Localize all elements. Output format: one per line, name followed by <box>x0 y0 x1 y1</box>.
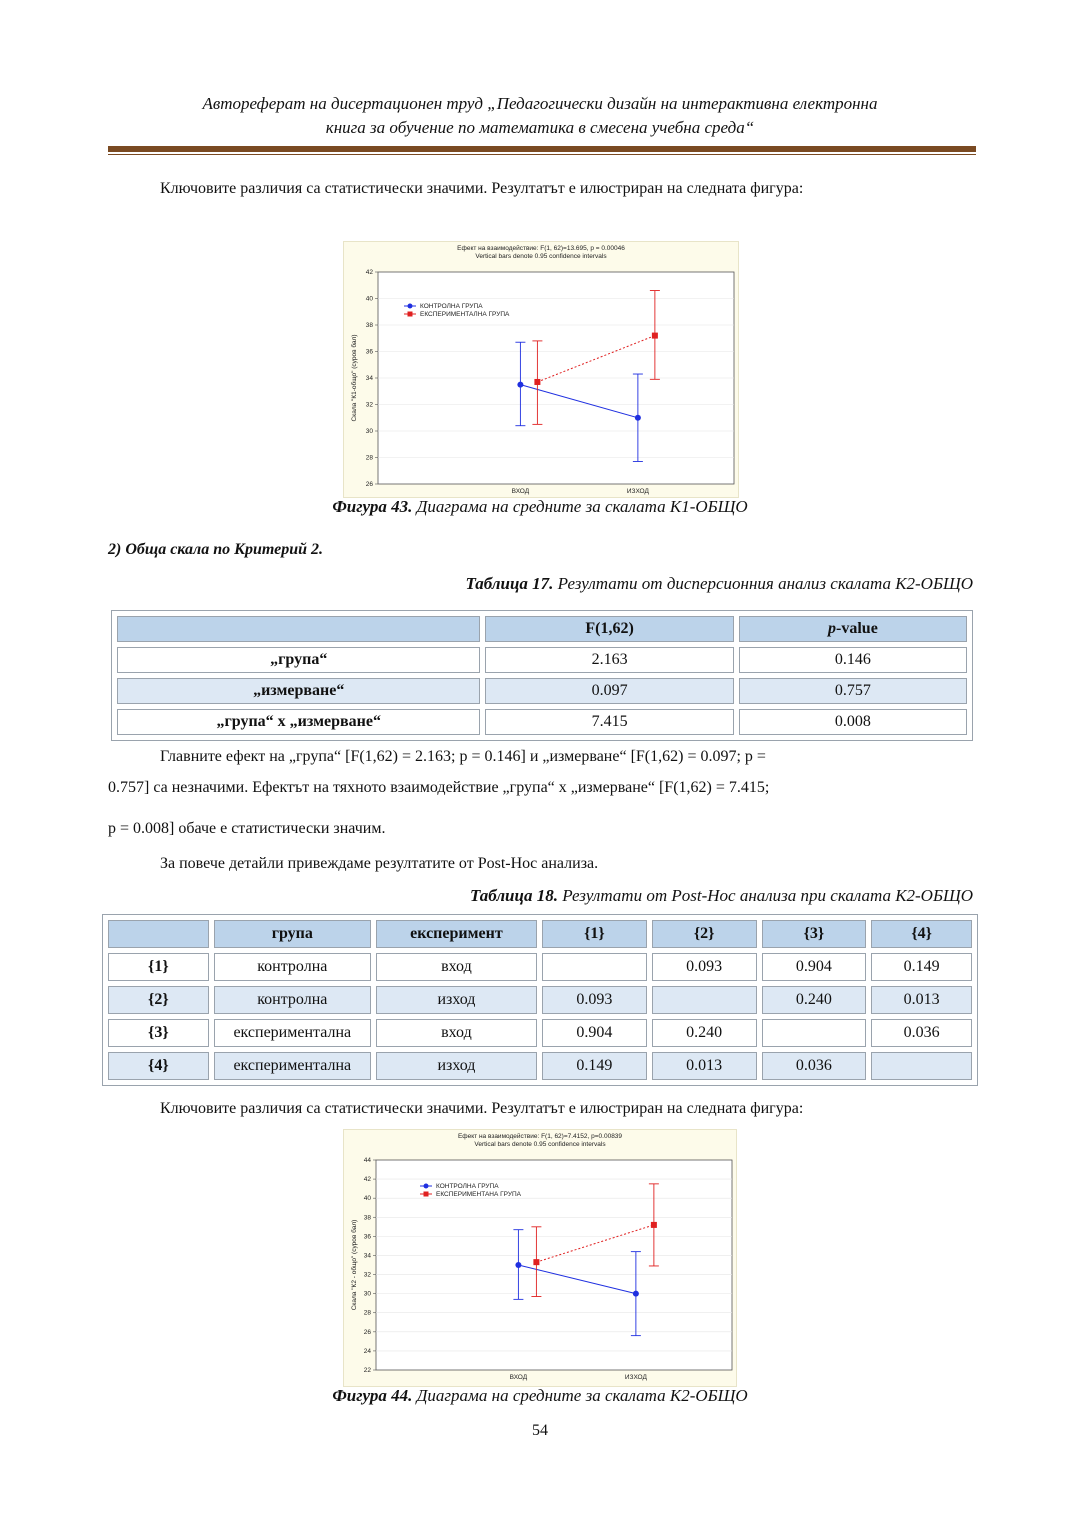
chart-k2-obshto <box>344 1130 736 1386</box>
y-tick-label: 34 <box>363 1252 371 1260</box>
running-header <box>100 92 980 140</box>
table-cell: „група“ х „измерване“ <box>117 709 480 735</box>
table-cell: 0.757 <box>739 678 967 704</box>
table-cell: 0.240 <box>652 1019 757 1047</box>
table-cell: „измерване“ <box>117 678 480 704</box>
table-17-header-cell: F(1,62) <box>485 616 733 642</box>
table-cell: 0.093 <box>652 953 757 981</box>
x-tick-label: ВХОД <box>511 488 530 495</box>
x-tick-label: ВХОД <box>509 1374 528 1381</box>
figure-43-chart <box>343 241 739 498</box>
table-18-header-cell: {1} <box>542 920 647 948</box>
table-cell: вход <box>376 1019 537 1047</box>
figure-44-label: Фигура 44. <box>332 1386 413 1405</box>
table-cell: {3} <box>108 1019 209 1047</box>
y-tick-label: 36 <box>363 1233 371 1241</box>
table-17-caption <box>465 574 973 594</box>
chart-subtitle: Vertical bars denote 0.95 confidence intervals <box>474 1141 606 1148</box>
table-row <box>117 647 967 673</box>
y-tick-label: 24 <box>363 1347 371 1355</box>
table-row <box>117 678 967 704</box>
page-number: 54 <box>532 1422 548 1439</box>
table-cell: 0.036 <box>871 1019 972 1047</box>
y-tick-label: 22 <box>363 1367 371 1374</box>
table-cell <box>652 986 757 1014</box>
legend-marker <box>408 312 413 317</box>
table-18-label: Таблица 18. <box>470 886 558 905</box>
table-cell: 0.013 <box>652 1052 757 1080</box>
table-cell: 7.415 <box>485 709 733 735</box>
intro-paragraph: Ключовите различия са статистически значими. Резултатът е илюстриран на следната фигура: <box>160 180 804 197</box>
table-cell: 0.146 <box>739 647 967 673</box>
legend-marker <box>408 304 413 309</box>
table-18-header-row <box>108 920 972 948</box>
y-tick-label: 28 <box>365 454 373 462</box>
figure-43-label: Фигура 43. <box>332 497 413 516</box>
results-paragraph-line-2: 0.757] са незначими. Ефектът на тяхното взаимодействие „група“ х „измерване“ [F(1,62) = 7.415; <box>108 779 770 796</box>
chart-title: Ефект на взаимодействие: F(1, 62)=13.695, p = 0.00046 <box>457 245 625 252</box>
data-point <box>635 415 641 421</box>
table-cell <box>542 953 647 981</box>
table-cell: експериментална <box>214 1019 371 1047</box>
table-18-header-cell <box>108 920 209 948</box>
table-row <box>108 986 972 1014</box>
y-tick-label: 36 <box>365 348 373 356</box>
table-cell: 0.240 <box>762 986 867 1014</box>
data-point <box>633 1291 639 1297</box>
plot-area <box>376 1160 732 1370</box>
posthoc-intro: За повече детайли привеждаме резултатите от Post-Hoc анализа. <box>160 855 599 872</box>
table-cell <box>762 1019 867 1047</box>
table-cell: 0.097 <box>485 678 733 704</box>
y-tick-label: 34 <box>365 375 373 382</box>
y-tick-label: 30 <box>363 1290 371 1298</box>
y-tick-label: 38 <box>365 322 373 329</box>
table-cell: 0.904 <box>762 953 867 981</box>
table-17-header-cell <box>117 616 480 642</box>
legend-label: ЕКСПЕРИМЕНТАНА ГРУПА <box>436 1191 521 1199</box>
table-18 <box>102 914 978 1086</box>
table-cell: 0.093 <box>542 986 647 1014</box>
table-18-header-cell: {3} <box>762 920 867 948</box>
table-18-header-cell: група <box>214 920 371 948</box>
legend-marker <box>424 1184 429 1189</box>
y-tick-label: 30 <box>365 428 373 435</box>
table-17-caption-text: Резултати от дисперсионния анализ скалата К2-ОБЩО <box>553 574 973 593</box>
data-point <box>534 379 540 385</box>
data-point <box>533 1259 539 1265</box>
table-cell <box>871 1052 972 1080</box>
table-cell: {4} <box>108 1052 209 1080</box>
table-cell: 0.036 <box>762 1052 867 1080</box>
table-cell: 0.904 <box>542 1019 647 1047</box>
table-cell: 2.163 <box>485 647 733 673</box>
header-line-1: Автореферат на дисертационен труд „Педагогически дизайн на интерактивна електронна <box>202 94 878 113</box>
table-cell: 0.008 <box>739 709 967 735</box>
chart-title: Ефект на взаимодействие: F(1, 62)=7.4152, p=0.00839 <box>457 1133 623 1140</box>
header-rule-thin <box>108 154 976 155</box>
x-tick-label: ИЗХОД <box>626 488 649 495</box>
legend-label: ЕКСПЕРИМЕНТАЛНА ГРУПА <box>420 311 510 319</box>
table-cell: вход <box>376 953 537 981</box>
table-cell: експериментална <box>214 1052 371 1080</box>
y-axis-label: Скала "К1-общо" (суров бал) <box>351 334 358 422</box>
table-18-header-cell: {2} <box>652 920 757 948</box>
table-cell: контролна <box>214 986 371 1014</box>
table-17-label: Таблица 17. <box>465 574 554 593</box>
y-tick-label: 32 <box>363 1271 371 1279</box>
table-17-header-row <box>117 616 967 642</box>
table-row <box>108 1052 972 1080</box>
table-18-caption-text: Резултати от Post-Hoc анализа при скалата К2-ОБЩО <box>557 886 973 905</box>
chart-k1-obshto <box>344 242 738 497</box>
figure-44-text: Диаграма на средните за скалата К2-ОБЩО <box>412 1386 748 1405</box>
figure-43-text: Диаграма на средните за скалата К1-ОБЩО <box>412 497 748 516</box>
table-17-header-cell: p-value <box>739 616 967 642</box>
table-cell: контролна <box>214 953 371 981</box>
table-row <box>117 709 967 735</box>
legend-label: КОНТРОЛНА ГРУПА <box>420 303 483 311</box>
y-tick-label: 44 <box>363 1157 371 1164</box>
header-line-2: книга за обучение по математика в смесена учебна среда“ <box>325 118 755 137</box>
figure-43-caption <box>100 497 980 517</box>
table-18-header-cell: експеримент <box>376 920 537 948</box>
header-rule-thick <box>108 146 976 152</box>
legend-marker <box>424 1192 429 1197</box>
y-tick-label: 40 <box>363 1195 371 1203</box>
y-tick-label: 32 <box>365 401 373 409</box>
data-point <box>652 333 658 339</box>
table-cell: изход <box>376 986 537 1014</box>
table-cell: 0.013 <box>871 986 972 1014</box>
table-cell: „група“ <box>117 647 480 673</box>
y-axis-label: Скала "К2 - общо" (суров бал) <box>351 1219 358 1311</box>
y-tick-label: 26 <box>363 1328 371 1336</box>
table-18-header-cell: {4} <box>871 920 972 948</box>
table-cell: 0.149 <box>871 953 972 981</box>
closing-paragraph: Ключовите различия са статистически значими. Резултатът е илюстриран на следната фигура: <box>160 1100 804 1117</box>
y-tick-label: 42 <box>363 1176 371 1184</box>
table-cell: {2} <box>108 986 209 1014</box>
results-paragraph-line-3: p = 0.008] обаче е статистически значим. <box>108 820 386 837</box>
y-tick-label: 28 <box>363 1309 371 1317</box>
table-cell: 0.149 <box>542 1052 647 1080</box>
y-tick-label: 26 <box>365 481 373 488</box>
data-point <box>651 1222 657 1228</box>
y-tick-label: 38 <box>363 1214 371 1222</box>
y-tick-label: 42 <box>365 269 373 276</box>
table-cell: {1} <box>108 953 209 981</box>
x-tick-label: ИЗХОД <box>624 1374 647 1381</box>
legend-label: КОНТРОЛНА ГРУПА <box>436 1183 499 1191</box>
figure-44-caption <box>100 1386 980 1406</box>
figure-44-chart <box>343 1129 737 1387</box>
section-heading: 2) Обща скала по Критерий 2. <box>108 541 323 558</box>
chart-subtitle: Vertical bars denote 0.95 confidence intervals <box>475 253 607 260</box>
table-cell: изход <box>376 1052 537 1080</box>
table-17 <box>111 610 973 741</box>
data-point <box>517 382 523 388</box>
results-paragraph-line-1: Главните ефект на „група“ [F(1,62) = 2.163; p = 0.146] и „измерване“ [F(1,62) = 0.097; p = <box>160 748 766 765</box>
data-point <box>515 1262 521 1268</box>
table-row <box>108 953 972 981</box>
y-tick-label: 40 <box>365 295 373 303</box>
table-18-caption <box>470 886 973 906</box>
table-row <box>108 1019 972 1047</box>
